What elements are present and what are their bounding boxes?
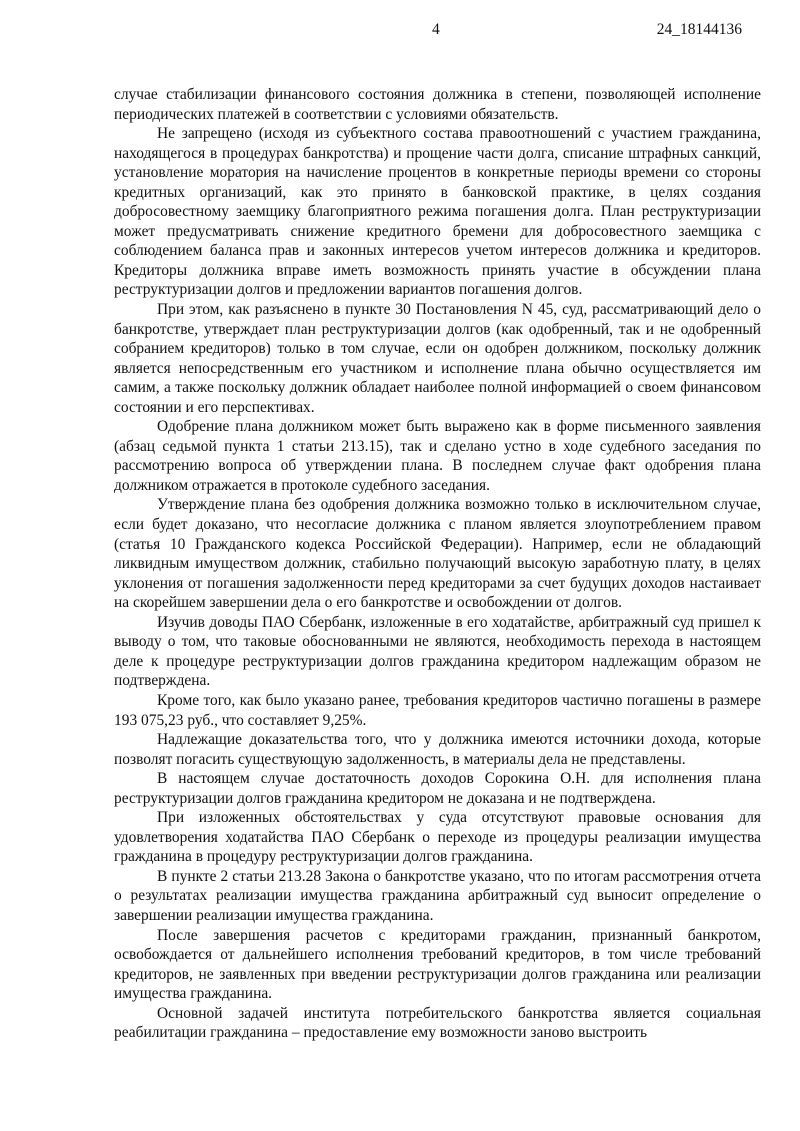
paragraph: В настоящем случае достаточность доходов Сорокина О.Н. для исполнения плана реструктуризации долгов гражданина кредитором не доказана и не подтверждена. bbox=[114, 770, 761, 807]
paragraph: Кроме того, как было указано ранее, требования кредиторов частично погашены в размере 193 075,23 руб., что составляет 9,25%. bbox=[114, 691, 761, 729]
page-number: 4 bbox=[432, 21, 440, 38]
paragraph: Не запрещено (исходя из субъектного состава правоотношений с участием гражданина, находящегося в процедурах банкротства) и прощение части долга, списание штрафных санкций, установление моратория на начисление процентов в конкретные периоды времени со стороны кредитных организаций, как это принято в банковской практике, в целях создания добросовестному заемщику благоприятного режима погашения долга. План реструктуризации может предусматривать снижение кредитного бремени для добросовестного заемщика с соблюдением баланса прав и законных интересов учетом интересов должника и кредиторов. Кредиторы должника вправе иметь возможность принять участие в обсуждении плана реструктуризации долгов и предложении вариантов погашения долгов. bbox=[114, 125, 761, 299]
paragraph: При изложенных обстоятельствах у суда отсутствуют правовые основания для удовлетворения ходатайства ПАО Сбербанк о переходе из процедуры реализации имущества гражданина в процедуру реструктуризации долгов гражданина. bbox=[114, 809, 761, 866]
document-id: 24_18144136 bbox=[656, 21, 742, 38]
paragraph: Утверждение плана без одобрения должника возможно только в исключительном случае, если будет доказано, что несогласие должника с планом является злоупотреблением правом (статья 10 Гражданского кодекса Российской Федерации). Например, если не обладающий ликвидным имуществом должник, стабильно получающий высокую заработную плату, в целях уклонения от погашения задолженности перед кредиторами за счет будущих доходов настаивает на скорейшем завершении дела о его банкротстве и освобождении от долгов. bbox=[114, 496, 761, 612]
paragraph: случае стабилизации финансового состояния должника в степени, позволяющей исполнение периодических платежей в соответствии с условиями обязательств. bbox=[114, 86, 761, 123]
paragraph: После завершения расчетов с кредиторами гражданин, признанный банкротом, освобождается от дальнейшего исполнения требований кредиторов, в том числе требований кредиторов, не заявленных при введении реструктуризации долгов гражданина или реализации имущества гражданина. bbox=[114, 926, 761, 1003]
paragraph: Изучив доводы ПАО Сбербанк, изложенные в его ходатайстве, арбитражный суд пришел к выводу о том, что таковые обоснованными не являются, необходимость перехода в настоящем деле к процедуре реструктуризации долгов гражданина кредитором надлежащим образом не подтверждена. bbox=[114, 613, 761, 690]
document-body bbox=[114, 85, 761, 1043]
paragraph: При этом, как разъяснено в пункте 30 Постановления N 45, суд, рассматривающий дело о банкротстве, утверждает план реструктуризации долгов (как одобренный, так и не одобренный собранием кредиторов) только в том случае, если он одобрен должником, поскольку должник является непосредственным его участником и исполнение плана обычно осуществляется им самим, а также поскольку должник обладает наиболее полной информацией о своем финансовом состоянии и его перспективах. bbox=[114, 301, 761, 416]
paragraph: Надлежащие доказательства того, что у должника имеются источники дохода, которые позволят погасить существующую задолженность, в материалы дела не представлены. bbox=[114, 731, 761, 768]
paragraph: Одобрение плана должником может быть выражено как в форме письменного заявления (абзац седьмой пункта 1 статьи 213.15), так и сделано устно в ходе судебного заседания по рассмотрению вопроса об утверждении плана. В последнем случае факт одобрения плана должником отражается в протоколе судебного заседания. bbox=[114, 418, 761, 494]
paragraph: Основной задачей института потребительского банкротства является социальная реабилитации гражданина – предоставление ему возможности заново выстроить bbox=[114, 1004, 761, 1042]
page-header bbox=[0, 20, 800, 40]
paragraph: В пункте 2 статьи 213.28 Закона о банкротстве указано, что по итогам рассмотрения отчета о результатах реализации имущества гражданина арбитражный суд выносит определение о завершении реализации имущества гражданина. bbox=[114, 867, 761, 924]
